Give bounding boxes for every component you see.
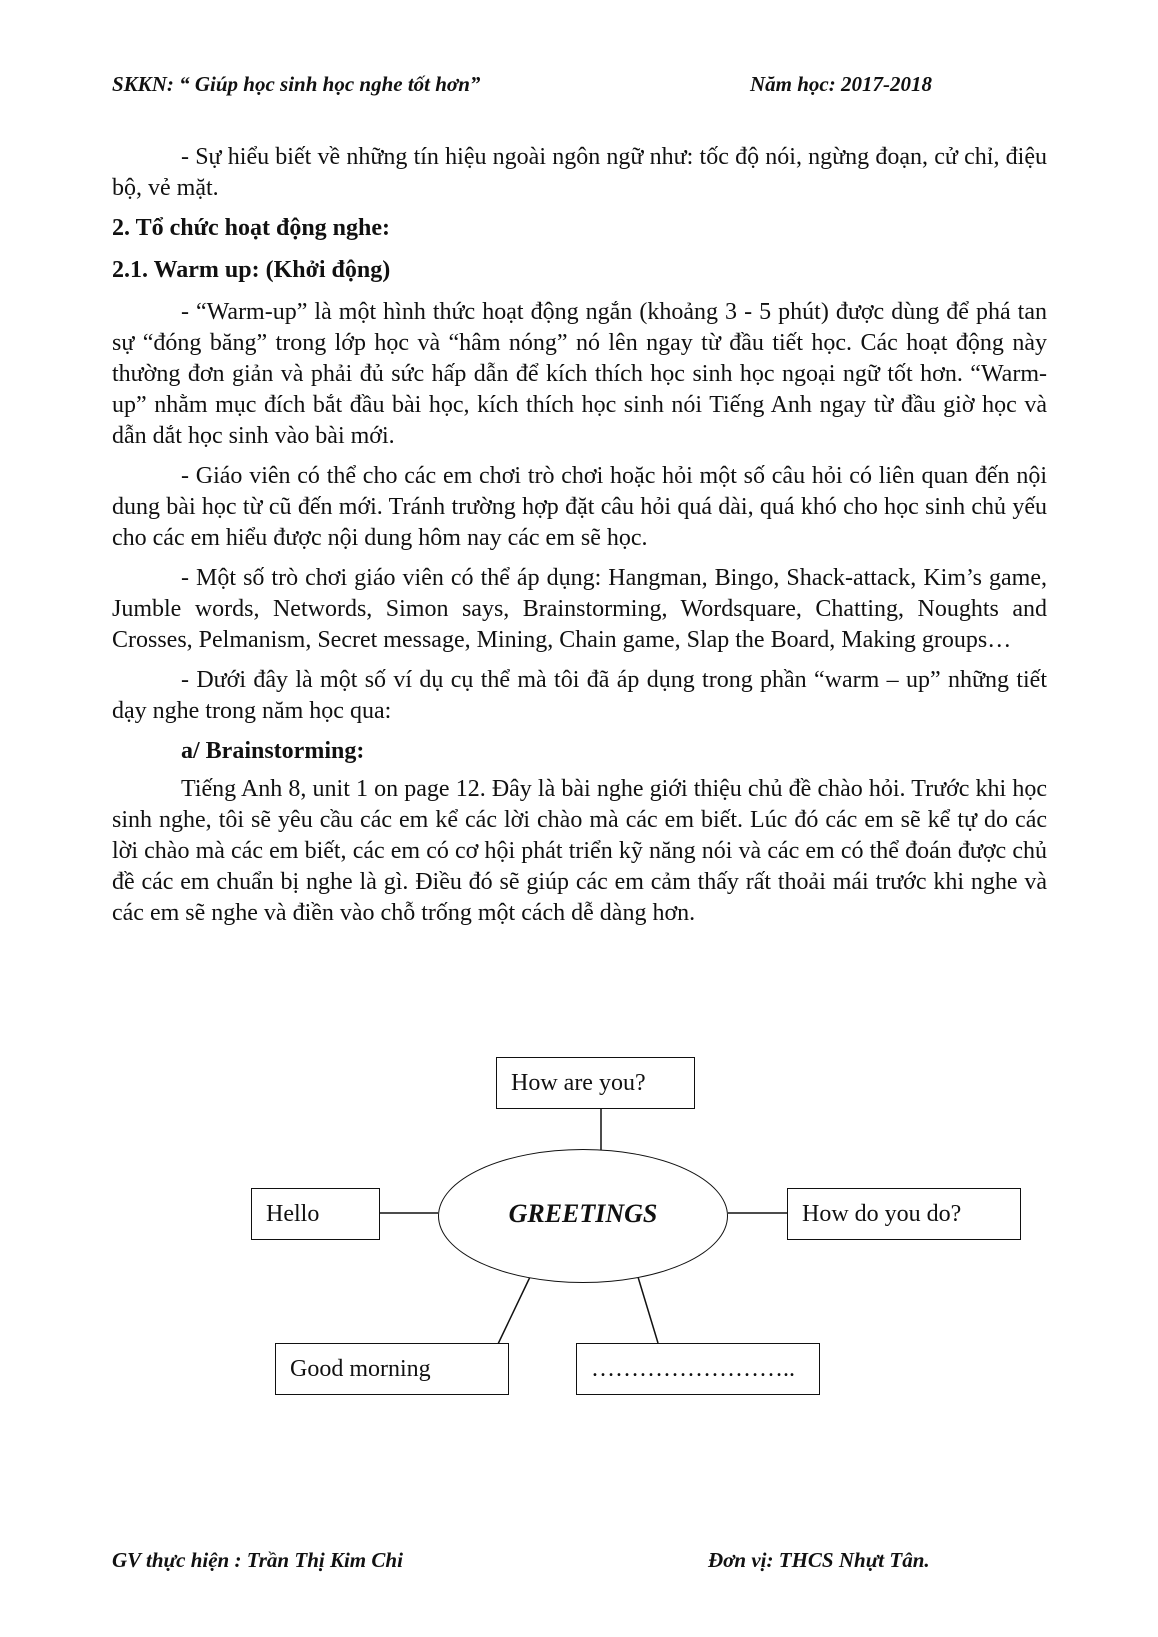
node-blank: …………………….. [576,1343,820,1395]
paragraph-games-list: - Một số trò chơi giáo viên có thể áp dụng: Hangman, Bingo, Shack-attack, Kim’s game, Jumble words, Networds, Simon says, Brainstorming, Wordsquare, Chatting, Noughts and Crosses, Pelmanism, Secret message, Mining, Chain game, Slap the Board, Making groups… [112,565,1047,653]
node-good-morning: Good morning [275,1343,509,1395]
subsection-heading: 2.1. Warm up: (Khởi động) [112,257,391,283]
paragraph-nonverbal-signals: - Sự hiểu biết về những tín hiệu ngoài ngôn ngữ như: tốc độ nói, ngừng đoạn, cử chỉ, điệu bộ, vẻ mặt. [112,144,1047,201]
example-heading: a/ Brainstorming: [181,738,365,764]
paragraph-examples-intro: - Dưới đây là một số ví dụ cụ thể mà tôi đã áp dụng trong phần “warm – up” những tiết dạy nghe trong năm học qua: [112,667,1047,724]
section-heading: 2. Tổ chức hoạt động nghe: [112,215,391,241]
header-title: SKKN: “ Giúp học sinh học nghe tốt hơn” [112,72,481,96]
document-body [112,142,1047,938]
paragraph-brainstorming-example: Tiếng Anh 8, unit 1 on page 12. Đây là bài nghe giới thiệu chủ đề chào hỏi. Trước khi học sinh nghe, tôi sẽ yêu cầu các em kể các lời chào mà các em biết. Lúc đó các em sẽ kể tự do các lời chào mà các em biết, các em có cơ hội phát triển kỹ năng nói và các em có thể đoán được chủ đề các em chuẩn bị nghe là gì. Điều đó sẽ giúp các em cảm thấy rất thoải mái trước khi nghe và các em sẽ nghe và điền vào chỗ trống một cách dễ dàng hơn. [112,776,1047,926]
connector-bottom-left [498,1277,530,1344]
node-hello: Hello [251,1188,380,1240]
node-how-do-you-do: How do you do? [787,1188,1021,1240]
node-how-are-you: How are you? [496,1057,695,1109]
footer-unit: Đơn vị: THCS Nhựt Tân. [708,1548,930,1572]
center-node-label: GREETINGS [508,1199,658,1228]
header-school-year: Năm học: 2017-2018 [750,72,932,96]
paragraph-teacher-questions: - Giáo viên có thể cho các em chơi trò chơi hoặc hỏi một số câu hỏi có liên quan đến nội dung bài học từ cũ đến mới. Tránh trường hợp đặt câu hỏi quá dài, quá khó cho học sinh chủ yếu cho các em hiểu được nội dung hôm nay các em sẽ học. [112,463,1047,551]
paragraph-warmup-definition: - “Warm-up” là một hình thức hoạt động ngắn (khoảng 3 - 5 phút) được dùng để phá tan sự “đóng băng” trong lớp học và “hâm nóng” nó lên ngay từ đầu tiết học. Các hoạt động này thường đơn giản và phải đủ sức hấp dẫn để kích thích học sinh học ngoại ngữ tốt hơn. “Warm-up” nhằm mục đích bắt đầu bài học, kích thích học sinh nói Tiếng Anh ngay từ đầu giờ học và dẫn dắt học sinh vào bài mới. [112,299,1047,449]
connector-bottom-right [638,1277,658,1343]
footer-teacher: GV thực hiện : Trần Thị Kim Chi [112,1548,403,1572]
